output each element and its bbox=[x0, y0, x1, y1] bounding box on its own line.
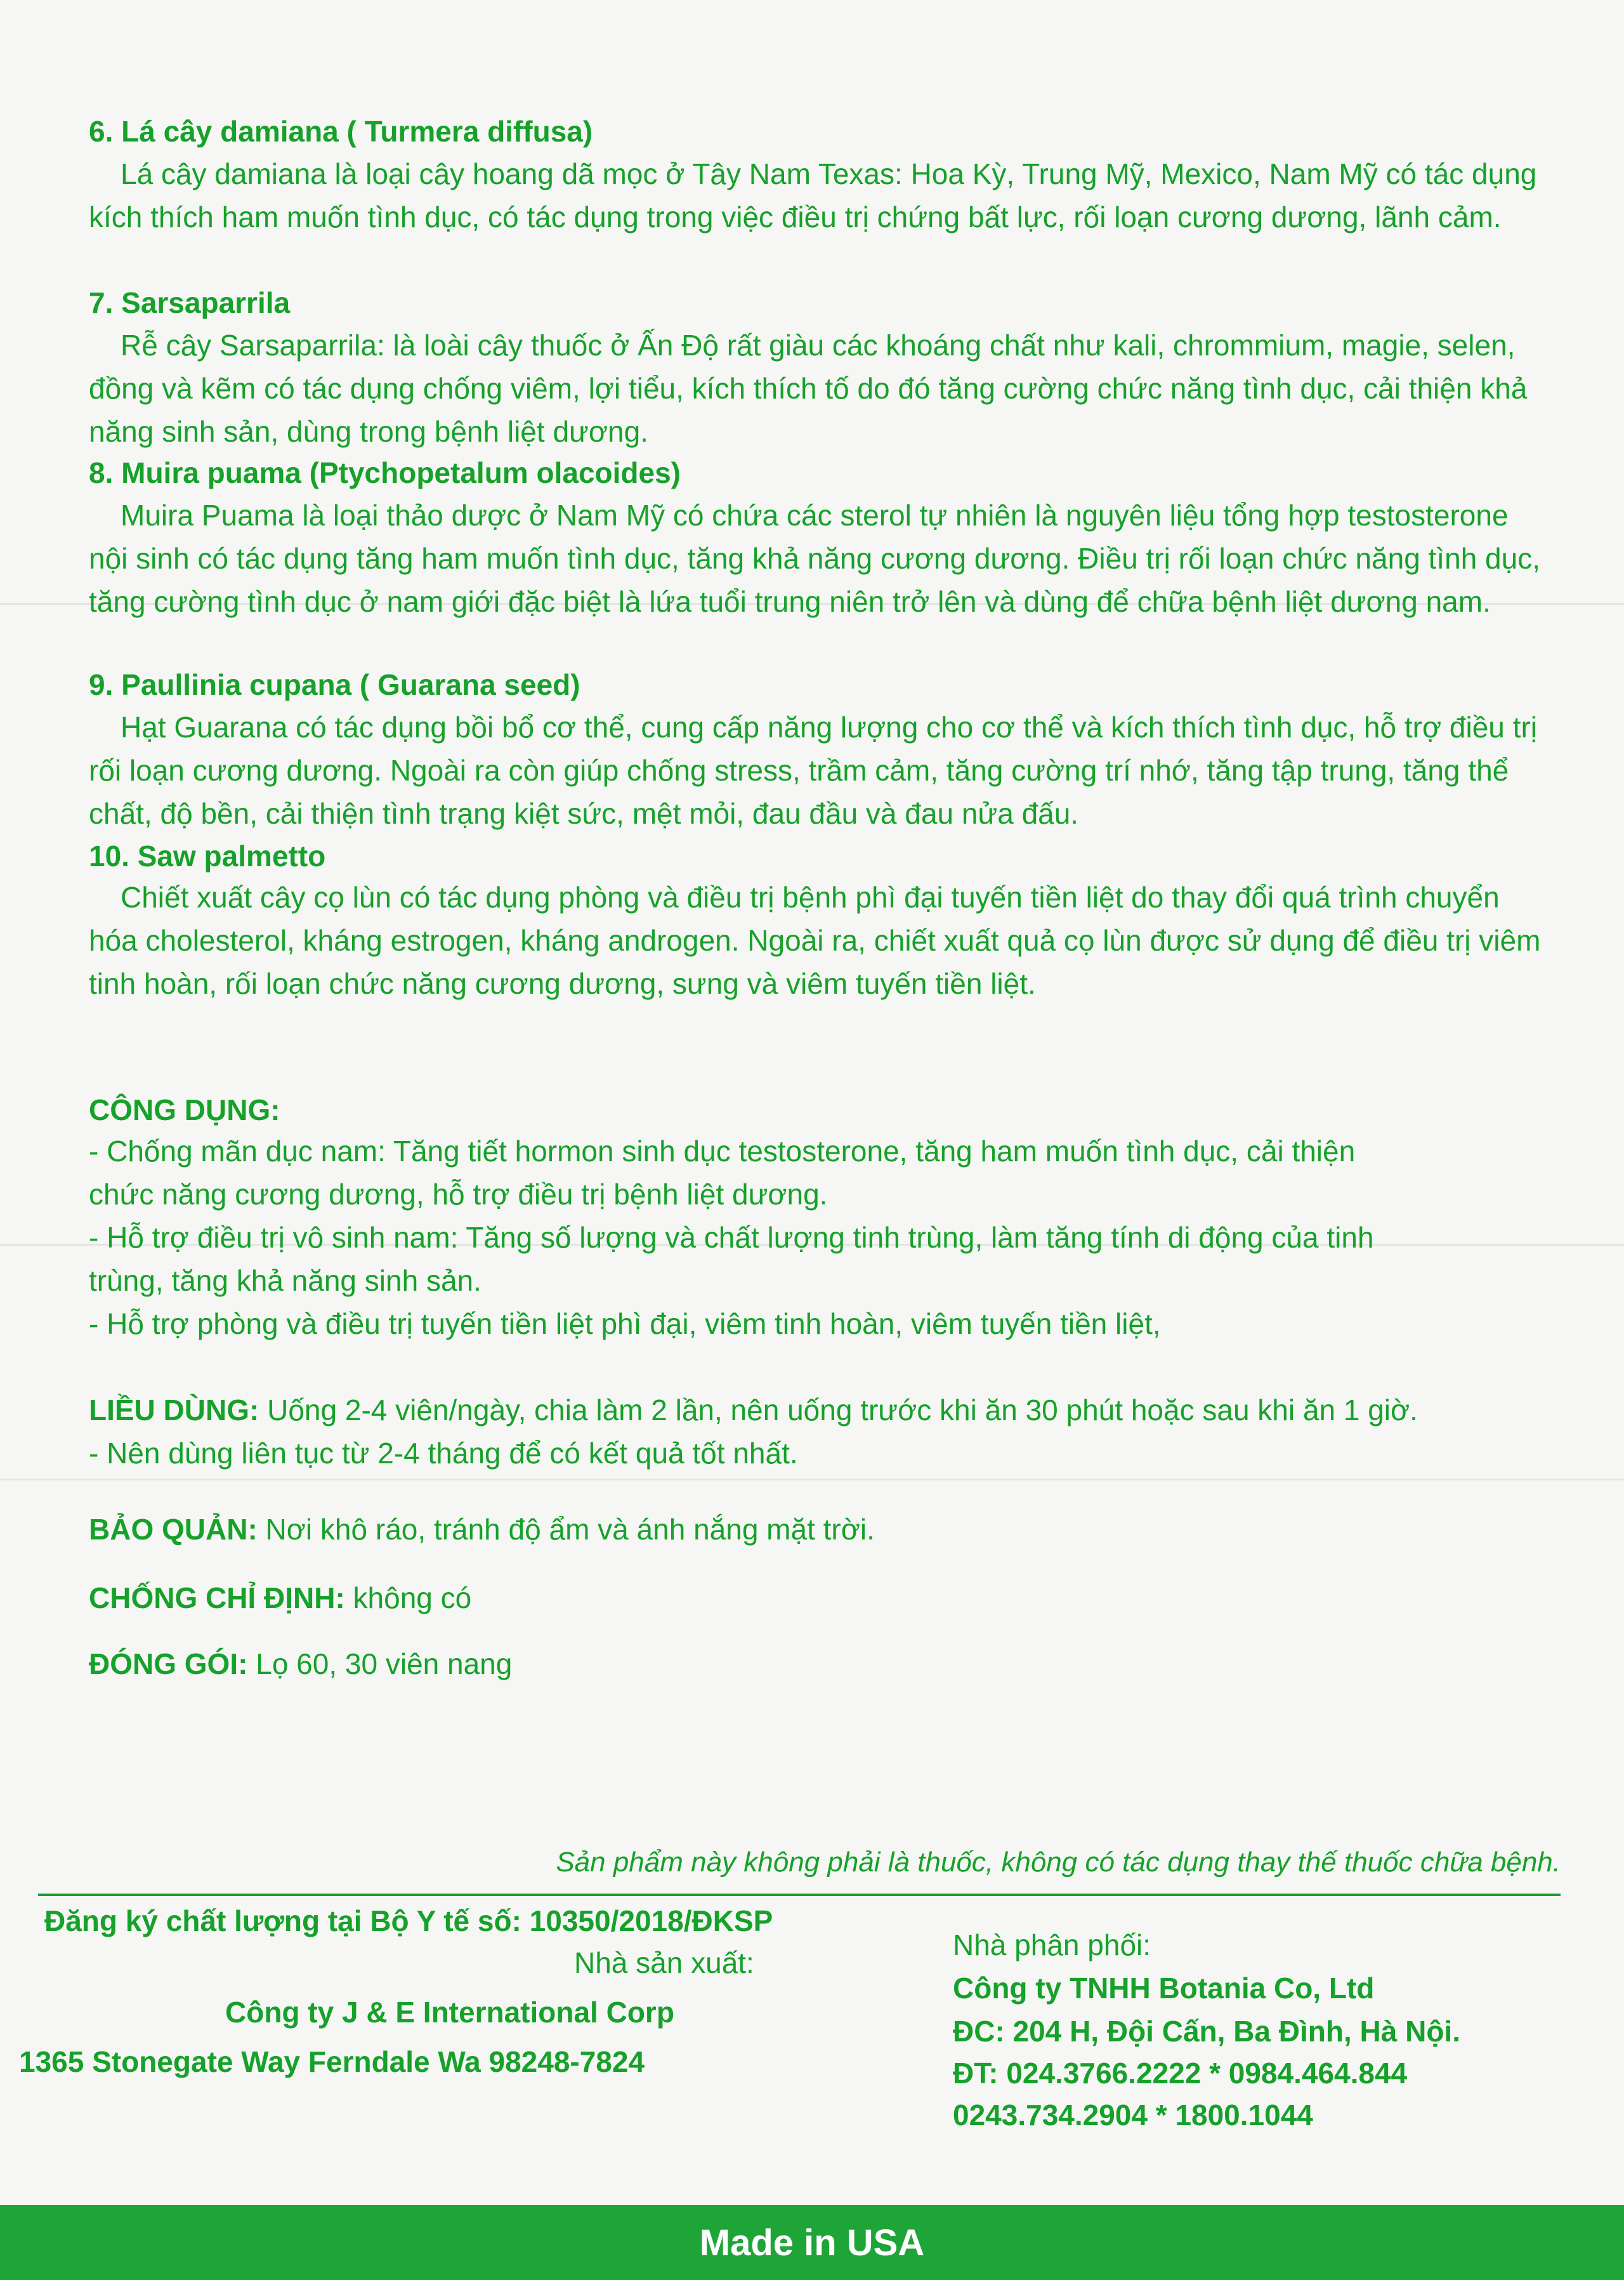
section-heading-guarana: 9. Paullinia cupana ( Guarana seed) bbox=[89, 668, 580, 701]
contraindication-label: CHỐNG CHỈ ĐỊNH: bbox=[89, 1581, 345, 1614]
dosage-label: LIỀU DÙNG: bbox=[89, 1394, 259, 1427]
registration-number: Đăng ký chất lượng tại Bộ Y tế số: 10350/2018/ĐKSP bbox=[44, 1904, 773, 1937]
section-heading-damiana: 6. Lá cây damiana ( Turmera diffusa) bbox=[89, 115, 593, 148]
storage-label: BẢO QUẢN: bbox=[89, 1513, 258, 1546]
distributor-label: Nhà phân phối: bbox=[953, 1928, 1151, 1961]
packaging-text: Lọ 60, 30 viên nang bbox=[247, 1647, 513, 1680]
made-in-banner bbox=[0, 2205, 1624, 2280]
contraindication-line bbox=[89, 1576, 471, 1619]
distributor-name: Công ty TNHH Botania Co, Ltd bbox=[953, 1972, 1375, 2005]
storage-text: Nơi khô ráo, tránh độ ẩm và ánh nắng mặt trời. bbox=[257, 1513, 875, 1546]
made-in-text: Made in USA bbox=[699, 2222, 925, 2264]
section-body-sarsaparrila: Rễ cây Sarsaparrila: là loài cây thuốc ở Ấn Độ rất giàu các khoáng chất như kali, chrommium, magie, selen, đồng và kẽm có tác dụng chống viêm, lợi tiểu, kích thích tố do đó tăng cường chức năng tình dục, cải thiện khả năng sinh sản, dùng trong bệnh liệt dương. bbox=[89, 329, 1528, 448]
disclaimer: Sản phẩm này không phải là thuốc, không có tác dụng thay thế thuốc chữa bệnh. bbox=[556, 1847, 1561, 1878]
section-body-muira-puama: Muira Puama là loại thảo dược ở Nam Mỹ có chứa các sterol tự nhiên là nguyên liệu tổng hợp testosterone nội sinh có tác dụng tăng ham muốn tình dục, tăng khả năng cương dương. Điều trị rối loạn chức năng tình dục, tăng cường tình dục ở nam giới đặc biệt là lứa tuổi trung niên trở lên và dùng để chữa bệnh liệt dương nam. bbox=[89, 499, 1541, 618]
distributor-address: ĐC: 204 H, Đội Cấn, Ba Đình, Hà Nội. bbox=[953, 2015, 1460, 2048]
uses-item-2-cont: trùng, tăng khả năng sinh sản. bbox=[89, 1264, 481, 1297]
uses-item-1-cont: chức năng cương dương, hỗ trợ điều trị bệnh liệt dương. bbox=[89, 1178, 828, 1211]
packaging-label: ĐÓNG GÓI: bbox=[89, 1647, 248, 1680]
contraindication-text: không có bbox=[344, 1581, 472, 1614]
section-body-saw-palmetto: Chiết xuất cây cọ lùn có tác dụng phòng và điều trị bệnh phì đại tuyến tiền liệt do thay đổi quá trình chuyển hóa cholesterol, kháng estrogen, kháng androgen. Ngoài ra, chiết xuất quả cọ lùn được sử dụng để điều trị viêm tinh hoàn, rối loạn chức năng cương dương, sưng và viêm tuyến tiền liệt. bbox=[89, 881, 1541, 1000]
manufacturer-label: Nhà sản xuất: bbox=[574, 1946, 754, 1979]
manufacturer-address: 1365 Stonegate Way Ferndale Wa 98248-7824 bbox=[19, 2045, 645, 2078]
distributor-phone-2: 0243.734.2904 * 1800.1044 bbox=[953, 2099, 1313, 2132]
storage-line bbox=[89, 1508, 875, 1551]
packaging-line bbox=[89, 1642, 512, 1685]
dosage-text: Uống 2-4 viên/ngày, chia làm 2 lần, nên uống trước khi ăn 30 phút hoặc sau khi ăn 1 giờ. bbox=[259, 1394, 1418, 1427]
uses-heading: CÔNG DỤNG: bbox=[89, 1093, 280, 1126]
section-heading-saw-palmetto: 10. Saw palmetto bbox=[89, 840, 326, 873]
section-body-damiana: Lá cây damiana là loại cây hoang dã mọc ở Tây Nam Texas: Hoa Kỳ, Trung Mỹ, Mexico, Nam Mỹ có tác dụng kích thích ham muốn tình dục, có tác dụng trong việc điều trị chứng bất lực, rối loạn cương dương, lãnh cảm. bbox=[89, 157, 1537, 234]
uses-item-2: - Hỗ trợ điều trị vô sinh nam: Tăng số lượng và chất lượng tinh trùng, làm tăng tính di động của tinh bbox=[89, 1221, 1374, 1254]
paper-crease bbox=[0, 1479, 1624, 1480]
distributor-phone-1: ĐT: 024.3766.2222 * 0984.464.844 bbox=[953, 2057, 1408, 2090]
uses-item-3: - Hỗ trợ phòng và điều trị tuyến tiền liệt phì đại, viêm tinh hoàn, viêm tuyến tiền liệt, bbox=[89, 1307, 1161, 1340]
section-body-guarana: Hạt Guarana có tác dụng bồi bổ cơ thể, cung cấp năng lượng cho cơ thể và kích thích tình dục, hỗ trợ điều trị rối loạn cương dương. Ngoài ra còn giúp chống stress, trầm cảm, tăng cường trí nhớ, tăng tập trung, tăng thể chất, độ bền, cải thiện tình trạng kiệt sức, mệt mỏi, đau đầu và đau nửa đấu. bbox=[89, 711, 1537, 830]
divider bbox=[38, 1894, 1561, 1896]
manufacturer-name: Công ty J & E International Corp bbox=[225, 1996, 674, 2029]
dosage-note: - Nên dùng liên tục từ 2-4 tháng để có kết quả tốt nhất. bbox=[89, 1437, 798, 1470]
uses-item-1: - Chống mãn dục nam: Tăng tiết hormon sinh dục testosterone, tăng ham muốn tình dục, cải thiện bbox=[89, 1135, 1356, 1168]
section-heading-sarsaparrila: 7. Sarsaparrila bbox=[89, 286, 291, 319]
dosage-line bbox=[89, 1388, 1418, 1432]
section-heading-muira-puama: 8. Muira puama (Ptychopetalum olacoides) bbox=[89, 456, 681, 489]
